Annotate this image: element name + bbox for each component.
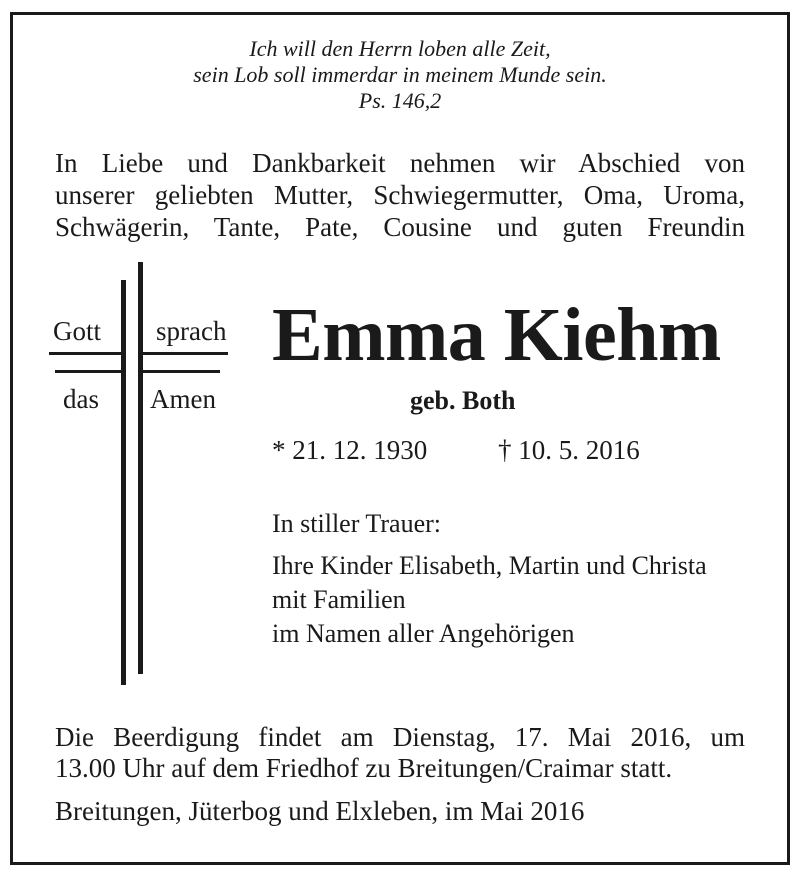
places-and-date: Breitungen, Jüterbog und Elxleben, im Mai 2016 — [55, 796, 585, 826]
cross-word-das: das — [63, 384, 99, 414]
cross-word-amen: Amen — [150, 384, 216, 414]
cross-beam-bottom-left — [55, 370, 124, 373]
funeral-line-1: Die Beerdigung findet am Dienstag, 17. Mai 2016, um — [55, 722, 745, 752]
mourners-line-1: Ihre Kinder Elisabeth, Martin und Christa — [272, 551, 707, 580]
cross-beam-bottom-right — [140, 370, 220, 373]
mourners-line-2: mit Familien — [272, 585, 406, 614]
funeral-line-2: 13.00 Uhr auf dem Friedhof zu Breitungen/Craimar statt. — [55, 753, 673, 783]
birth-date: * 21. 12. 1930 — [272, 435, 428, 465]
maiden-name: geb. Both — [410, 386, 516, 415]
deceased-name: Emma Kiehm — [272, 293, 721, 377]
verse-line-1: Ich will den Herrn loben alle Zeit, — [249, 36, 551, 61]
mourners-line-3: im Namen aller Angehörigen — [272, 619, 575, 648]
cross-beam-top-left — [49, 352, 124, 355]
cross-word-gott: Gott — [53, 316, 102, 346]
verse-line-2: sein Lob soll immerdar in meinem Munde sein. — [193, 62, 607, 87]
cross-vertical-right — [138, 262, 143, 674]
cross-word-sprach: sprach — [156, 316, 227, 346]
intro-line-2: unserer geliebten Mutter, Schwiegermutter, Oma, Uroma, — [55, 180, 745, 210]
intro-line-1: In Liebe und Dankbarkeit nehmen wir Abschied von — [55, 148, 745, 178]
mourners-heading: In stiller Trauer: — [272, 509, 441, 538]
cross-vertical-left — [121, 280, 126, 685]
death-date: † 10. 5. 2016 — [498, 435, 640, 465]
intro-line-3: Schwägerin, Tante, Pate, Cousine und guten Freundin — [55, 212, 745, 242]
verse-reference: Ps. 146,2 — [358, 88, 442, 113]
cross-beam-top-right — [140, 352, 228, 355]
